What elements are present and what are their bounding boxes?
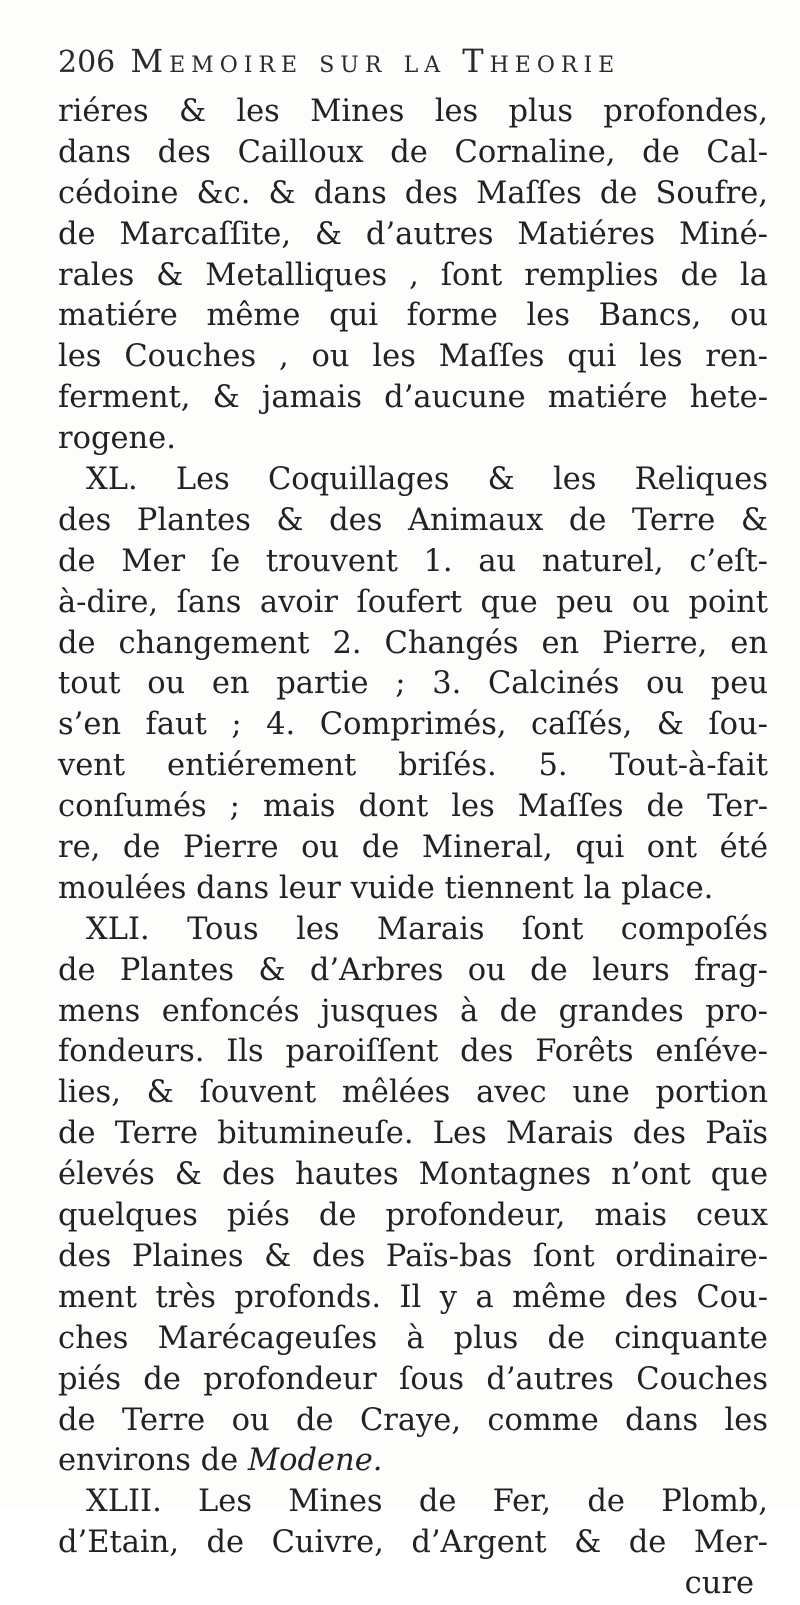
text-line: élevés & des hautes Montagnes n’ont que: [58, 1157, 768, 1193]
text-line: de Terre ou de Craye, comme dans les: [58, 1402, 768, 1438]
text-line: à-dire, ſans avoir ſoufert que peu ou point: [58, 584, 768, 620]
text-line: riéres & les Mines les plus profondes,: [58, 94, 768, 129]
body-text: [58, 92, 768, 1605]
text-line: ment très profonds. Il y a même des Cou-: [58, 1279, 768, 1315]
text-line-with-italic: [58, 1441, 768, 1482]
text-line: lies, & ſouvent mêlées avec une portion: [58, 1075, 768, 1111]
text-fragment: environs de: [58, 1443, 239, 1479]
paragraph-start-xli: XLI. Tous les Marais ſont compoſés: [86, 911, 768, 947]
text-line: vent entiérement briſés. 5. Tout-à-fait: [58, 748, 768, 784]
italic-place-name: Modene.: [247, 1443, 383, 1479]
text-line: fondeurs. Ils paroiſſent des Forêts enſéve-: [58, 1034, 768, 1070]
text-line: piés de profondeur ſous d’autres Couches: [58, 1361, 768, 1397]
catchword: cure: [684, 1566, 754, 1602]
text-line: des Plaines & des Païs-bas ſont ordinaire-: [58, 1238, 768, 1274]
text-line: conſumés ; mais dont les Maſſes de Ter-: [58, 789, 768, 825]
text-line: les Couches , ou les Maſſes qui les ren-: [58, 339, 768, 375]
text-line: cédoine &c. & dans des Maſſes de Soufre,: [58, 175, 768, 211]
text-line: tout ou en partie ; 3. Calcinés ou peu: [58, 666, 768, 702]
text-line: de Marcaſſite, & d’autres Matiéres Miné-: [58, 216, 768, 252]
paragraph-start-xlii: XLII. Les Mines de Fer, de Plomb,: [86, 1484, 768, 1520]
text-line: d’Etain, de Cuivre, d’Argent & de Mer-: [58, 1525, 768, 1561]
text-line: mens enfoncés jusques à de grandes pro-: [58, 993, 768, 1029]
text-line: de changement 2. Changés en Pierre, en: [58, 625, 768, 661]
text-line: des Plantes & des Animaux de Terre &: [58, 502, 768, 538]
text-line: de Terre bitumineuſe. Les Marais des Païs: [58, 1116, 768, 1152]
text-line: ferment, & jamais d’aucune matiére hete-: [58, 380, 768, 416]
text-line: rales & Metalliques , ſont remplies de la: [58, 257, 768, 293]
text-line: re, de Pierre ou de Mineral, qui ont été: [58, 830, 768, 866]
page-number: 206: [58, 45, 116, 80]
running-head: [58, 42, 758, 92]
text-line: moulées dans leur vuide tiennent la place.: [58, 870, 714, 906]
text-line: ches Marécageuſes à plus de cinquante: [58, 1320, 768, 1356]
paragraph-start-xl: XL. Les Coquillages & les Reliques: [86, 462, 768, 498]
text-line: s’en faut ; 4. Comprimés, caſſés, & ſou-: [58, 707, 768, 743]
text-line: de Mer ſe trouvent 1. au naturel, c’eſt-: [58, 543, 768, 579]
text-line: de Plantes & d’Arbres ou de leurs frag-: [58, 952, 768, 988]
text-line: rogene.: [58, 421, 176, 457]
running-title: Memoire sur la Theorie: [130, 42, 621, 80]
text-line: quelques piés de profondeur, mais ceux: [58, 1198, 768, 1234]
text-line: dans des Cailloux de Cornaline, de Cal-: [58, 134, 768, 170]
text-line: matiére même qui forme les Bancs, ou: [58, 298, 768, 334]
